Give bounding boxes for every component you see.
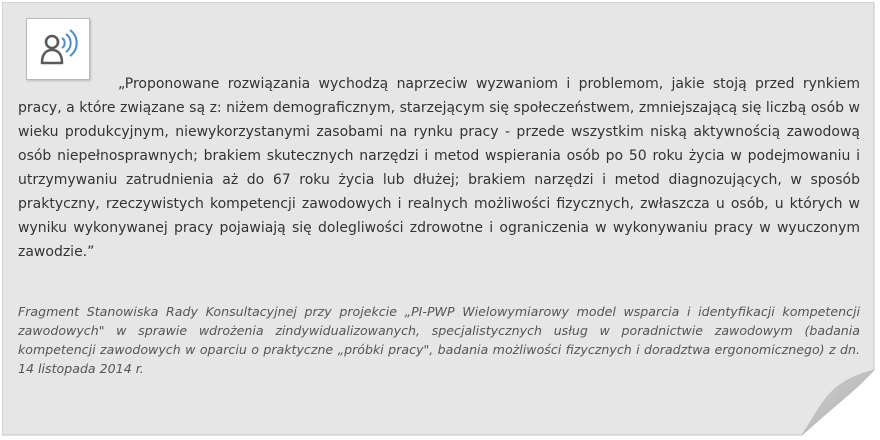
icon-box: [26, 18, 90, 80]
quote-body: „Proponowane rozwiązania wychodzą naprzeciw wyzwaniom i problemom, jakie stoją przed rynkiem pracy, a które związane są z: niżem demograficznym, starzejącym się społeczeństwem, zmniejszającą się liczbą osób w wieku produkcyjnym, niewykorzystanymi zasobami na rynku pracy - przede wszystkim niską aktywnością zawodową osób niepełnosprawnych; brakiem skutecznych narzędzi i metod wspierania osób po 50 roku życia w podejmowaniu i utrzymywaniu zatrudnienia aż do 67 roku życia lub dłużej; brakiem narzędzi i metod diagnozujących, w sposób praktyczny, rzeczywistych kompetencji zawodowych i realnych możliwości fizycznych, zwłaszcza u osób, u których w wyniku wykonywanej pracy pojawiają się dolegliwości zdrowotne i ograniczenia w wykonywaniu pracy w wyuczonym zawodzie.”: [18, 76, 860, 260]
source-citation: Fragment Stanowiska Rady Konsultacyjnej przy projekcie „PI-PWP Wielowymiarowy model wsparcia i identyfikacji kompetencji zawodowych" w sprawie wdrożenia zindywidualizowanych, specjalistycznych usług w poradnictwie zawodowym (badania kompetencji zawodowych w oparciu o praktyczne „próbki pracy", badania możliwości fizycznych i doradztwa ergonomicznego) z dn. 14 listopada 2014 r.: [18, 304, 860, 376]
quote-card: [2, 2, 876, 436]
person-speaking-icon: [38, 29, 78, 69]
quote-text: [18, 72, 860, 264]
